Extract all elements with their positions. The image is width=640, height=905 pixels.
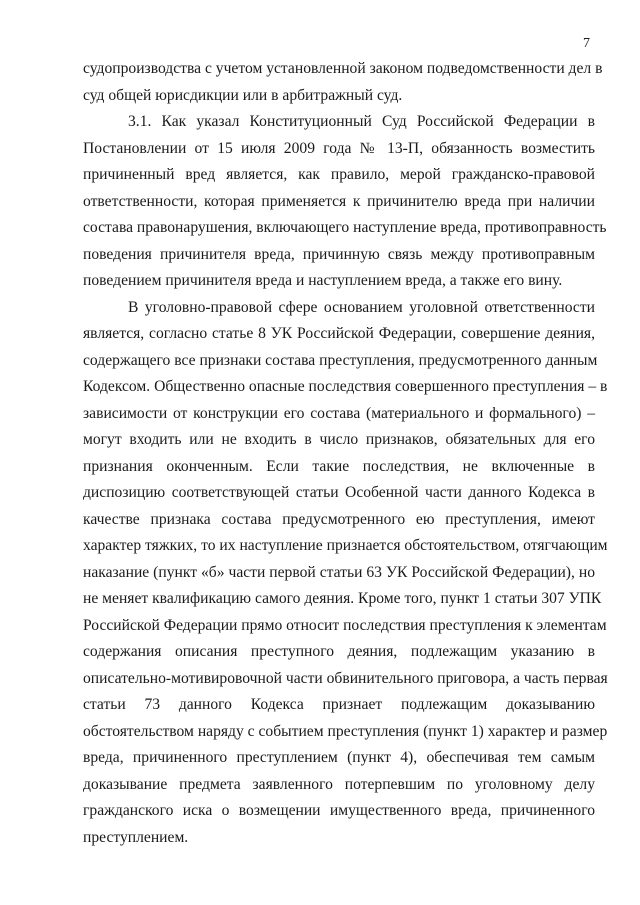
- text-line: причиненный вред является, как правило, мерой гражданско-правовой: [83, 166, 595, 183]
- paragraph-first-line: 3.1. Как указал Конституционный Суд Российской Федерации в: [128, 113, 595, 130]
- text-line: статьи 73 данного Кодекса признает подлежащим доказыванию: [83, 696, 595, 713]
- text-line: наказание (пункт «б» части первой статьи 63 УК Российской Федерации), но: [83, 563, 595, 581]
- text-line: преступлением.: [83, 828, 189, 846]
- text-line: обстоятельством наряду с событием преступления (пункт 1) характер и размер: [83, 722, 608, 740]
- text-line: зависимости от конструкции его состава (материального и формального) –: [83, 404, 595, 422]
- text-line: судопроизводства с учетом установленной законом подведомственности дел в: [83, 60, 603, 77]
- text-line: Российской Федерации прямо относит последствия преступления к элементам: [83, 616, 607, 634]
- document-body: [83, 56, 608, 851]
- text-line: суд общей юрисдикции или в арбитражный суд.: [83, 86, 403, 104]
- text-line: характер тяжких, то их наступление признается обстоятельством, отягчающим: [83, 537, 608, 554]
- text-line: вреда, причиненного преступлением (пункт 4), обеспечивая тем самым: [83, 749, 595, 766]
- text-line: состава правонарушения, включающего наступление вреда, противоправность: [83, 219, 607, 236]
- text-line: поведения причинителя вреда, причинную связь между противоправным: [83, 245, 595, 263]
- text-line: качестве признака состава предусмотренного ею преступления, имеют: [83, 510, 595, 528]
- text-line: ответственности, которая применяется к причинителю вреда при наличии: [83, 192, 595, 210]
- text-line: является, согласно статье 8 УК Российской Федерации, совершение деяния,: [83, 325, 595, 342]
- text-line: признания оконченным. Если такие последствия, не включенные в: [83, 457, 595, 475]
- text-line: диспозицию соответствующей статьи Особенной части данного Кодекса в: [83, 484, 595, 501]
- text-line: содержащего все признаки состава преступления, предусмотренного данным: [83, 351, 598, 369]
- text-line: содержания описания преступного деяния, подлежащим указанию в: [83, 643, 595, 660]
- text-line: Кодексом. Общественно опасные последствия совершенного преступления – в: [83, 378, 608, 395]
- text-line: не меняет квалификацию самого деяния. Кроме того, пункт 1 статьи 307 УПК: [83, 590, 602, 607]
- page-number: 7: [583, 36, 590, 51]
- text-line: доказывание предмета заявленного потерпевшим по уголовному делу: [83, 775, 595, 793]
- paragraph-first-line: В уголовно-правовой сфере основанием уголовной ответственности: [128, 298, 595, 316]
- text-line: поведением причинителя вреда и наступлением вреда, а также его вину.: [83, 272, 563, 289]
- text-line: гражданского иска о возмещении имущественного вреда, причиненного: [83, 802, 595, 819]
- text-line: могут входить или не входить в число признаков, обязательных для его: [83, 431, 595, 448]
- text-line: описательно-мотивировочной части обвинительного приговора, а часть первая: [83, 669, 608, 687]
- text-line: Постановлении от 15 июля 2009 года № 13-П, обязанность возместить: [83, 139, 595, 157]
